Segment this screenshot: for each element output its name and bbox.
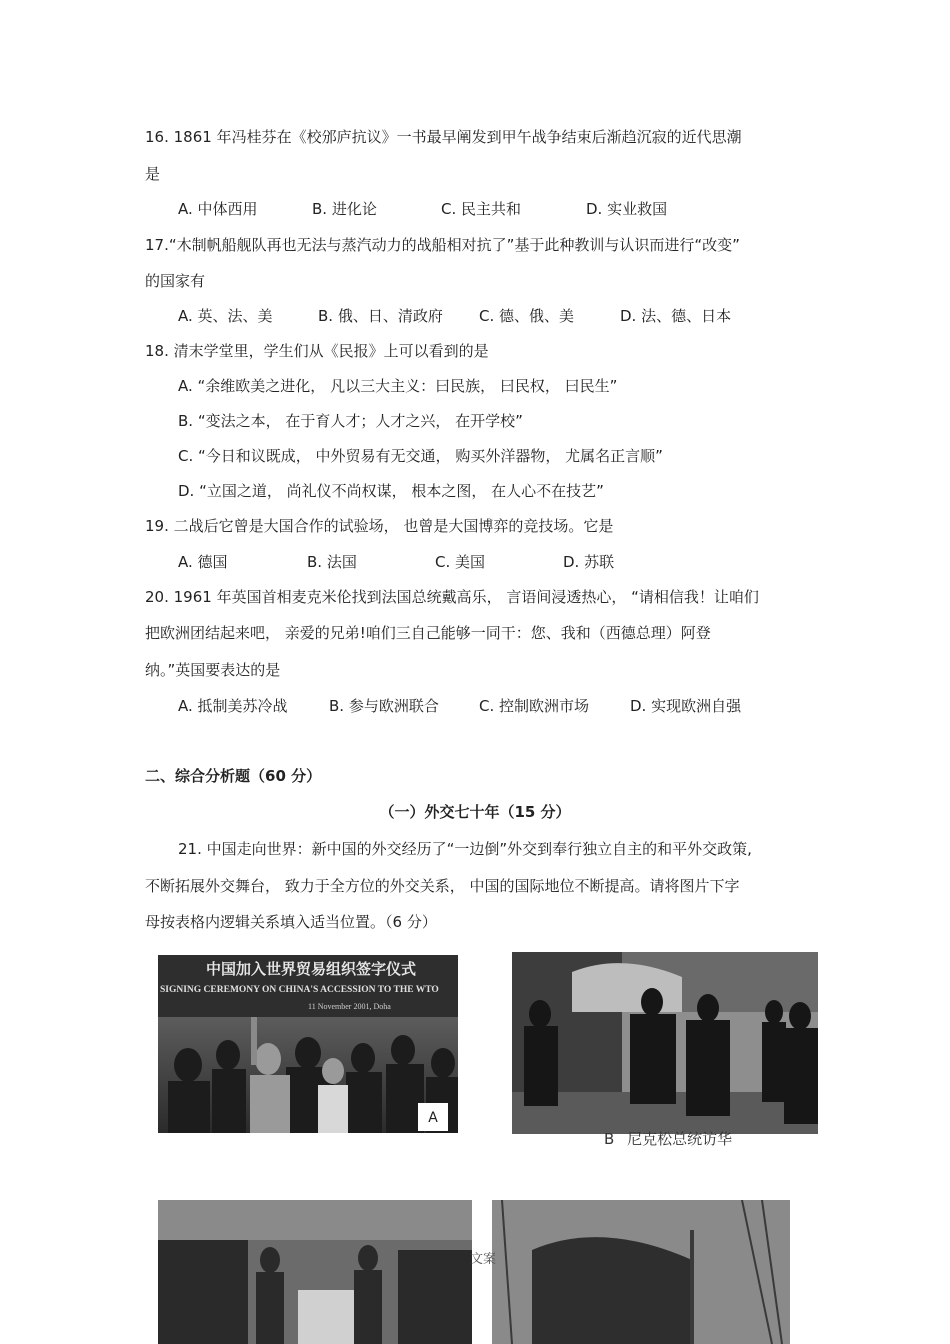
option-c: C. 控制欧洲市场: [479, 697, 590, 715]
option-b: B. 进化论: [312, 200, 377, 218]
option-a: A. 中体西用: [178, 200, 258, 218]
question-18-option-d: D. “立国之道， 尚礼仪不尚权谋， 根本之图， 在人心不在技艺”: [178, 482, 604, 500]
question-17-line-2: 的国家有: [145, 272, 206, 290]
photo-c-image: [158, 1200, 472, 1344]
section-subtitle: （一）外交七十年（15 分）: [379, 803, 571, 821]
question-21-line-2: 不断拓展外交舞台， 致力于全方位的外交关系， 中国的国际地位不断提高。请将图片下字: [145, 877, 740, 895]
option-c: C. 民主共和: [441, 200, 522, 218]
photo-b-nixon-visit: [512, 952, 818, 1134]
option-a: A. 英、法、美: [178, 307, 273, 325]
option-d: D. 实现欧洲自强: [630, 697, 742, 715]
footer-text: 文案: [470, 1252, 497, 1267]
question-18-option-a: A. “余维欧美之进化， 凡以三大主义：曰民族， 曰民权， 曰民生”: [178, 377, 618, 395]
option-a: A. 抵制美苏冷战: [178, 697, 288, 715]
option-b: B. 法国: [307, 553, 357, 571]
question-18-line-1: 18. 清末学堂里，学生们从《民报》上可以看到的是: [145, 342, 489, 360]
option-d: D. 苏联: [563, 553, 615, 571]
photo-a-banner-en: SIGNING CEREMONY ON CHINA'S ACCESSION TO THE WTO: [160, 985, 439, 995]
photo-b-image: [512, 952, 818, 1134]
photo-d-image: [492, 1200, 790, 1344]
photo-c: [158, 1200, 472, 1344]
question-20-line-2: 把欧洲团结起来吧， 亲爱的兄弟!咱们三自己能够一同干：您、我和（西德总理）阿登: [145, 624, 711, 642]
photo-b-label: B: [604, 1130, 615, 1148]
question-20-line-3: 纳。”英国要表达的是: [145, 661, 281, 679]
photo-a-label: A: [418, 1103, 448, 1131]
option-d: D. 法、德、日本: [620, 307, 732, 325]
section-title: 二、综合分析题（60 分）: [145, 767, 322, 785]
photo-b-caption: [604, 1128, 732, 1149]
question-18-option-b: B. “变法之本， 在于育人才；人才之兴， 在开学校”: [178, 412, 523, 430]
photo-b-caption-text: 尼克松总统访华: [627, 1130, 733, 1148]
photo-a-banner-cn: 中国加入世界贸易组织签字仪式: [206, 960, 417, 978]
question-19-line-1: 19. 二战后它曾是大国合作的试验场， 也曾是大国博弈的竞技场。它是: [145, 517, 614, 535]
photo-d: [492, 1200, 790, 1344]
option-c: C. 德、俄、美: [479, 307, 575, 325]
option-b: B. 参与欧洲联合: [329, 697, 439, 715]
option-d: D. 实业救国: [586, 200, 668, 218]
question-21-line-1: 21. 中国走向世界：新中国的外交经历了“一边倒”外交到奉行独立自主的和平外交政策,: [178, 840, 752, 858]
option-b: B. 俄、日、清政府: [318, 307, 443, 325]
option-c: C. 美国: [435, 553, 486, 571]
question-18-option-c: C. “今日和议既成， 中外贸易有无交通， 购买外洋器物， 尤属名正言顺”: [178, 447, 663, 465]
question-16-line-2: 是: [145, 165, 161, 183]
photo-a-banner-date: 11 November 2001, Doha: [308, 1002, 391, 1011]
photo-a-wto-ceremony: [158, 955, 458, 1133]
question-20-line-1: 20. 1961 年英国首相麦克米伦找到法国总统戴高乐， 言语间浸透热心， “请相信我！让咱们: [145, 588, 759, 606]
question-17-line-1: 17.“木制帆船舰队再也无法与蒸汽动力的战船相对抗了”基于此种教训与认识而进行“改变”: [145, 236, 740, 254]
question-16-line-1: 16. 1861 年冯桂芬在《校邠庐抗议》一书最早阐发到甲午战争结束后渐趋沉寂的近代思潮: [145, 128, 742, 146]
option-a: A. 德国: [178, 553, 228, 571]
photo-a-image: [158, 955, 458, 1133]
question-21-line-3: 母按表格内逻辑关系填入适当位置。（6 分）: [145, 913, 437, 931]
